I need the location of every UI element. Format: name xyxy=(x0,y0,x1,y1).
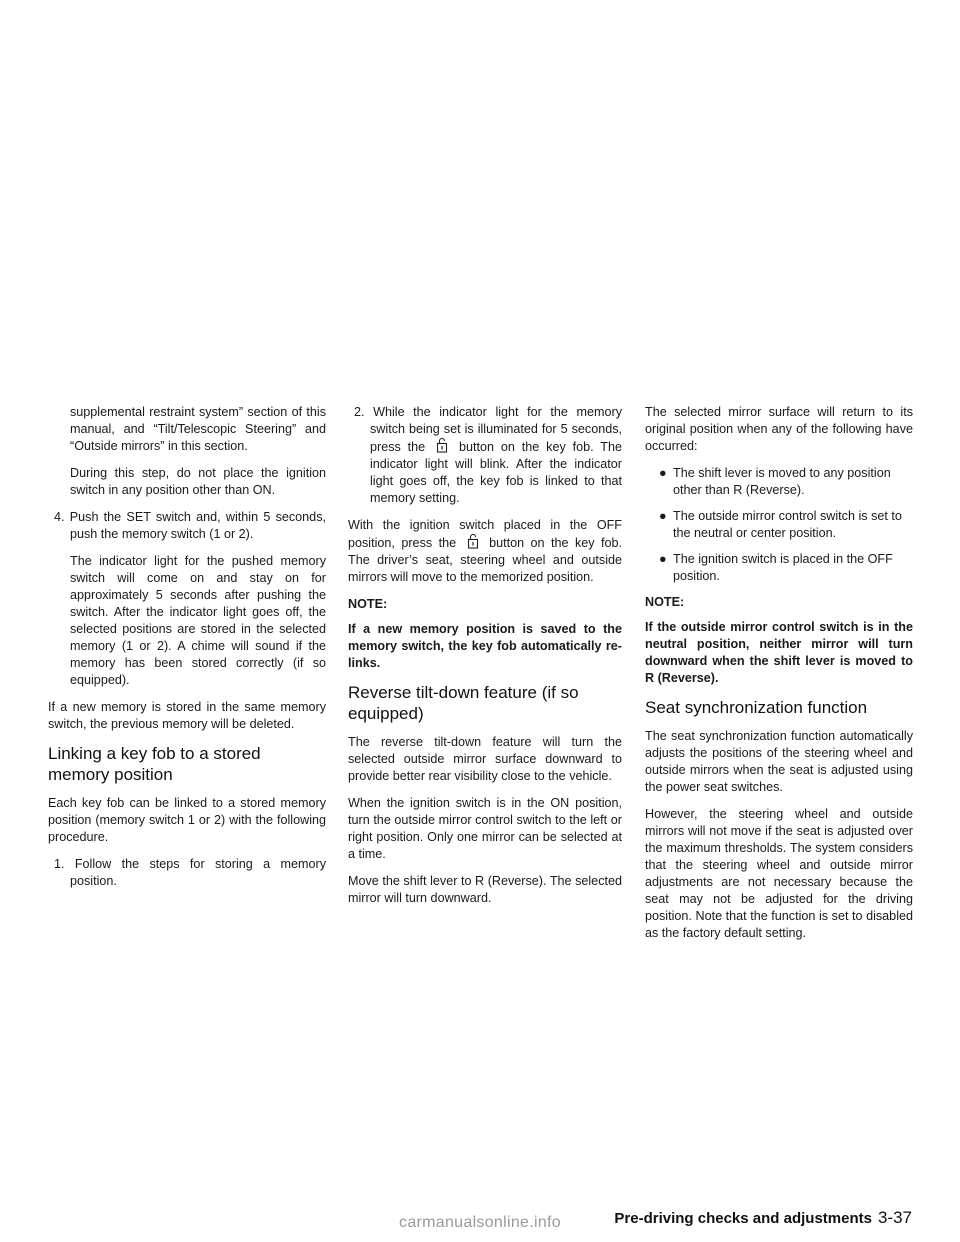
step-2 xyxy=(348,404,622,507)
paragraph: However, the steering wheel and outside mirrors will not move if the seat is adjusted over the maximum thresholds. The system considers that the steering wheel and outside mirror adjustments are not necessary because the seat may not be adjusted for the driving position. Note that the function is set to disabled as the factory default setting. xyxy=(645,807,913,940)
bullet-mark: ● xyxy=(659,466,667,480)
paragraph: If a new memory is stored in the same memory switch, the previous memory will be deleted. xyxy=(48,700,326,731)
watermark: carmanualsonline.info xyxy=(399,1214,561,1231)
note-label: NOTE: xyxy=(645,595,685,609)
list-item-text: The shift lever is moved to any position other than R (Reverse). xyxy=(673,466,891,497)
paragraph: Move the shift lever to R (Reverse). The selected mirror will turn downward. xyxy=(348,874,622,905)
page-number: 3-37 xyxy=(877,1208,912,1227)
paragraph: During this step, do not place the ignition switch in any position other than ON. xyxy=(70,466,326,497)
bullet-mark: ● xyxy=(659,509,667,523)
paragraph: The seat synchronization function automatically adjusts the positions of the steering wheel and outside mirrors when the seat is adjusted using the power seat switches. xyxy=(645,729,913,794)
note-text: If a new memory position is saved to the memory switch, the key fob automatically re-links. xyxy=(348,622,622,670)
heading-linking-key-fob: Linking a key fob to a stored memory position xyxy=(48,744,261,784)
paragraph xyxy=(348,517,622,586)
step-2-text-a: 2. While the indicator light for the memory switch being set is illuminated for 5 seconds, press the xyxy=(354,405,622,454)
column-1 xyxy=(48,404,326,900)
paragraph: When the ignition switch is in the ON position, turn the outside mirror control switch to the left or right position. Only one mirror can be selected at a time. xyxy=(348,796,622,861)
column-3 xyxy=(645,404,913,952)
key-fob-unlock-icon xyxy=(436,438,448,453)
paragraph: Each key fob can be linked to a stored memory position (memory switch 1 or 2) with the following procedure. xyxy=(48,796,326,844)
paragraph-text-a: With the ignition switch placed in the OFF position, press the xyxy=(348,518,622,550)
bullet-mark: ● xyxy=(659,552,667,566)
step-1: 1. Follow the steps for storing a memory position. xyxy=(54,857,326,888)
heading-reverse-tilt-down: Reverse tilt-down feature (if so equipped) xyxy=(348,683,579,723)
list-item xyxy=(645,465,913,499)
list-item xyxy=(645,508,913,542)
list-item-text: The outside mirror control switch is set to the neutral or center position. xyxy=(673,509,902,540)
list-item xyxy=(645,551,913,585)
step-4: 4. Push the SET switch and, within 5 seconds, push the memory switch (1 or 2). xyxy=(54,510,326,541)
list-item-text: The ignition switch is placed in the OFF position. xyxy=(673,552,893,583)
note-text: If the outside mirror control switch is in the neutral position, neither mirror will turn downward when the shift lever is moved to R (Reverse). xyxy=(645,620,913,685)
paragraph: supplemental restraint system” section of this manual, and “Tilt/Telescopic Steering” and “Outside mirrors” in this section. xyxy=(70,405,326,453)
note-label: NOTE: xyxy=(348,597,388,611)
paragraph: The reverse tilt-down feature will turn the selected outside mirror surface downward to provide better rear visibility close to the vehicle. xyxy=(348,735,622,783)
key-fob-unlock-icon xyxy=(467,534,479,549)
column-2 xyxy=(348,404,622,917)
paragraph-text-b: button on the key fob. The driver’s seat, steering wheel and outside mirrors will move to the memorized position. xyxy=(348,536,623,584)
step-2-text-b: button on the key fob. The indicator light will blink. After the indicator light goes off, the key fob is linked to that memory setting. xyxy=(370,440,622,505)
paragraph: The selected mirror surface will return to its original position when any of the following have occurred: xyxy=(645,405,913,453)
heading-seat-synchronization: Seat synchronization function xyxy=(645,698,868,717)
paragraph: The indicator light for the pushed memory switch will come on and stay on for approximately 5 seconds after pushing the switch. After the indicator light goes off, the selected positions are stored in the selected memory (1 or 2). A chime will sound if the memory has been stored correctly (if so equipped). xyxy=(70,554,326,687)
section-title: Pre-driving checks and adjustments xyxy=(614,1210,872,1227)
